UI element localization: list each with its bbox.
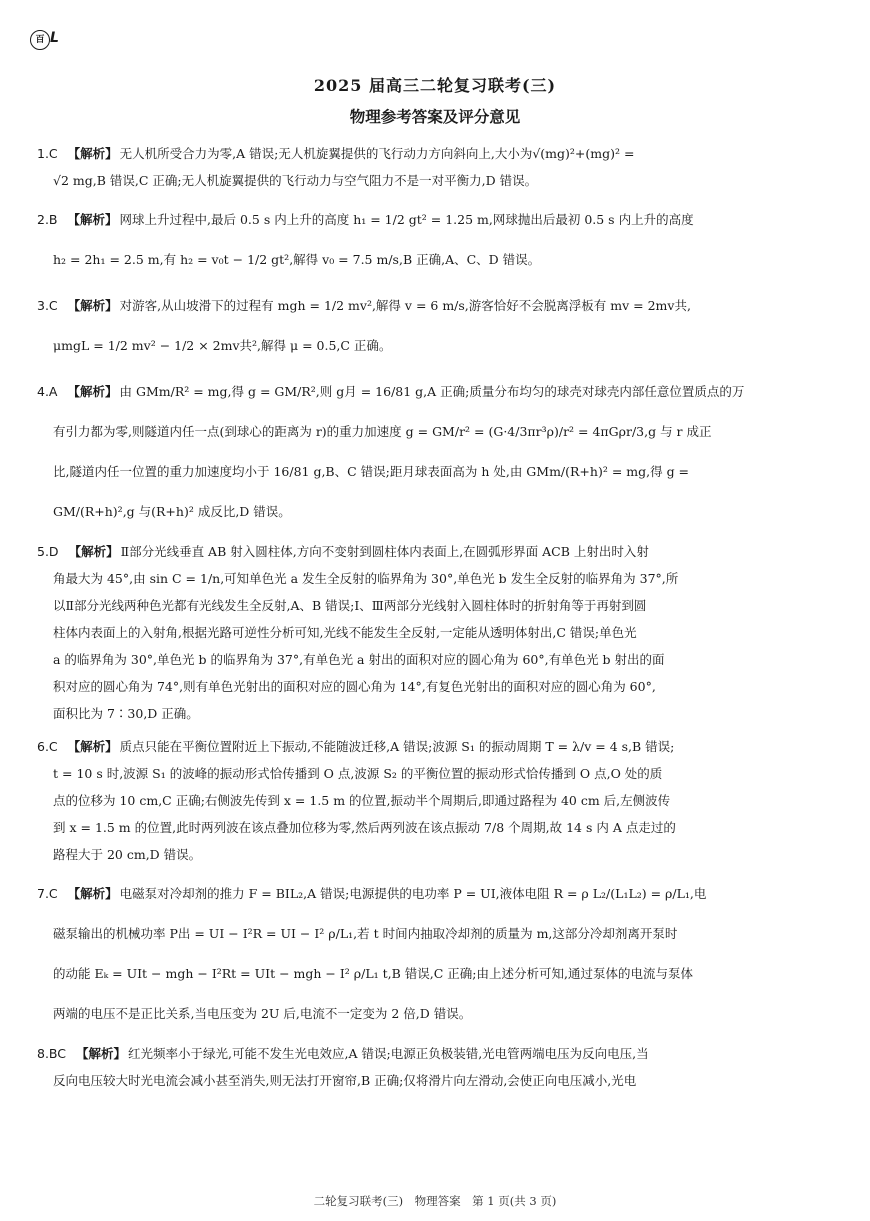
question-number: 8.BC [37, 1046, 67, 1061]
answer-line [37, 733, 811, 760]
answer-text: 质点只能在平衡位置附近上下振动,不能随波迁移,A 错误;波源 S₁ 的振动周期 T = λ/v = 4 s,B 错误; [119, 739, 675, 754]
answer-line [53, 565, 811, 592]
answer-text: 以Ⅱ部分光线两种色光都有光线发生全反射,A、B 错误;Ⅰ、Ⅲ两部分光线射入圆柱体时的折射角等于再射到圆 [53, 598, 647, 613]
answer-text: 积对应的圆心角为 74°,则有单色光射出的面积对应的圆心角为 14°,有复色光射出的面积对应的圆心角为 60°, [53, 679, 656, 694]
answer-line [53, 646, 811, 673]
logo-ring: 百 [30, 30, 50, 50]
analysis-tag: 【解析】 [68, 544, 119, 559]
answer-line [53, 760, 811, 787]
answer-item [37, 200, 811, 280]
answer-text: 点的位移为 10 cm,C 正确;右侧波先传到 x = 1.5 m 的位置,振动半个周期后,即通过路程为 40 cm 后,左侧波传 [53, 793, 671, 808]
answer-line [53, 240, 811, 280]
answer-text: t = 10 s 时,波源 S₁ 的波峰的振动形式恰传播到 O 点,波源 S₂ 的平衡位置的振动形式恰传播到 O 点,O 处的质 [53, 766, 663, 781]
question-number: 3.C [37, 298, 58, 313]
answer-text: 由 GMm/R² = mg,得 g = GM/R²,则 g月 = 16/81 g,A 正确;质量分布均匀的球壳对球壳内部任意位置质点的万 [119, 384, 745, 399]
answer-line [53, 954, 811, 994]
answer-line [37, 874, 811, 914]
answer-text: GM/(R+h)²,g 与(R+h)² 成反比,D 错误。 [53, 504, 291, 519]
answer-text: 有引力都为零,则隧道内任一点(到球心的距离为 r)的重力加速度 g = GM/r² = (G·4/3πr³ρ)/r² = 4πGρr/3,g 与 r 成正 [53, 424, 712, 439]
answer-text: a 的临界角为 30°,单色光 b 的临界角为 37°,有单色光 a 射出的面积对应的圆心角为 60°,有单色光 b 射出的面 [53, 652, 665, 667]
answer-line [53, 167, 811, 194]
question-number: 4.A [37, 384, 58, 399]
answer-text: 到 x = 1.5 m 的位置,此时两列波在该点叠加位移为零,然后两列波在该点振动 7/8 个周期,故 14 s 内 A 点走过的 [53, 820, 676, 835]
answer-line [37, 372, 811, 412]
answer-item [37, 733, 811, 868]
answer-line [53, 619, 811, 646]
answer-text: 路程大于 20 cm,D 错误。 [53, 847, 202, 862]
answer-text: 无人机所受合力为零,A 错误;无人机旋翼提供的飞行动力方向斜向上,大小为√(mg)²+(mg)² = [119, 146, 635, 161]
answer-text: √2 mg,B 错误,C 正确;无人机旋翼提供的飞行动力与空气阻力不是一对平衡力,D 错误。 [53, 173, 538, 188]
answer-item [37, 372, 811, 532]
answer-text: 红光频率小于绿光,可能不发生光电效应,A 错误;电源正负极装错,光电管两端电压为反向电压,当 [128, 1046, 649, 1061]
analysis-tag: 【解析】 [67, 384, 118, 399]
answer-line [37, 200, 811, 240]
answer-line [53, 673, 811, 700]
answer-line [53, 841, 811, 868]
answer-line [53, 492, 811, 532]
analysis-tag: 【解析】 [67, 739, 118, 754]
answer-line [53, 914, 811, 954]
exam-title: 2025 届高三二轮复习联考(三) [313, 76, 557, 95]
question-number: 2.B [37, 212, 58, 227]
answer-text: h₂ = 2h₁ = 2.5 m,有 h₂ = v₀t − 1/2 gt²,解得 v₀ = 7.5 m/s,B 正确,A、C、D 错误。 [53, 252, 541, 267]
answer-line [53, 787, 811, 814]
answer-line [53, 326, 811, 366]
answer-line [53, 592, 811, 619]
answer-text: 两端的电压不是正比关系,当电压变为 2U 后,电流不一定变为 2 倍,D 错误。 [53, 1006, 472, 1021]
answer-text: Ⅱ部分光线垂直 AB 射入圆柱体,方向不变射到圆柱体内表面上,在圆弧形界面 ACB 上射出时入射 [120, 544, 649, 559]
answer-item [37, 874, 811, 1034]
answer-text: 角最大为 45°,由 sin C = 1/n,可知单色光 a 发生全反射的临界角为 30°,单色光 b 发生全反射的临界角为 37°,所 [53, 571, 679, 586]
publisher-logo [30, 28, 64, 54]
logo-tail: L [50, 30, 59, 46]
header [0, 74, 870, 128]
answer-line [53, 814, 811, 841]
answer-text: 对游客,从山坡滑下的过程有 mgh = 1/2 mv²,解得 v = 6 m/s,游客恰好不会脱离浮板有 mv = 2mv共, [119, 298, 691, 313]
answer-item [37, 538, 811, 727]
answer-text: 比,隧道内任一位置的重力加速度均小于 16/81 g,B、C 错误;距月球表面高为 h 处,由 GMm/(R+h)² = mg,得 g = [53, 464, 690, 479]
page-footer: 二轮复习联考(三) 物理答案 第 1 页(共 3 页) [313, 1194, 557, 1208]
question-number: 5.D [37, 544, 59, 559]
answer-line [53, 700, 811, 727]
analysis-tag: 【解析】 [67, 212, 118, 227]
answer-text: 反向电压较大时光电流会减小甚至消失,则无法打开窗帘,B 正确;仅将滑片向左滑动,会使正向电压减小,光电 [53, 1073, 637, 1088]
question-number: 1.C [37, 146, 58, 161]
analysis-tag: 【解析】 [67, 886, 118, 901]
answer-line [37, 286, 811, 326]
answer-list [37, 140, 811, 1100]
answer-text: μmgL = 1/2 mv² − 1/2 × 2mv共²,解得 μ = 0.5,C 正确。 [53, 338, 392, 353]
answer-text: 面积比为 7∶30,D 正确。 [53, 706, 199, 721]
analysis-tag: 【解析】 [76, 1046, 127, 1061]
answer-text: 电磁泵对冷却剂的推力 F = BIL₂,A 错误;电源提供的电功率 P = UI,液体电阻 R = ρ L₂/(L₁L₂) = ρ/L₁,电 [119, 886, 707, 901]
answer-item [37, 286, 811, 366]
answer-text: 磁泵输出的机械功率 P出 = UI − I²R = UI − I² ρ/L₁,若 t 时间内抽取冷却剂的质量为 m,这部分冷却剂离开泵时 [53, 926, 678, 941]
answer-text: 的动能 Eₖ = UIt − mgh − I²Rt = UIt − mgh − I² ρ/L₁ t,B 错误,C 正确;由上述分析可知,通过泵体的电流与泵体 [53, 966, 693, 981]
answer-key-subtitle: 物理参考答案及评分意见 [349, 107, 521, 126]
answer-line [37, 140, 811, 167]
analysis-tag: 【解析】 [67, 298, 118, 313]
answer-text: 网球上升过程中,最后 0.5 s 内上升的高度 h₁ = 1/2 gt² = 1.25 m,网球抛出后最初 0.5 s 内上升的高度 [119, 212, 694, 227]
answer-line [53, 412, 811, 452]
question-number: 7.C [37, 886, 58, 901]
answer-line [37, 538, 811, 565]
answer-item [37, 140, 811, 194]
question-number: 6.C [37, 739, 58, 754]
analysis-tag: 【解析】 [67, 146, 118, 161]
answer-item [37, 1040, 811, 1094]
answer-line [53, 1067, 811, 1094]
answer-line [37, 1040, 811, 1067]
answer-text: 柱体内表面上的入射角,根据光路可逆性分析可知,光线不能发生全反射,一定能从透明体射出,C 错误;单色光 [53, 625, 637, 640]
answer-line [53, 452, 811, 492]
answer-line [53, 994, 811, 1034]
